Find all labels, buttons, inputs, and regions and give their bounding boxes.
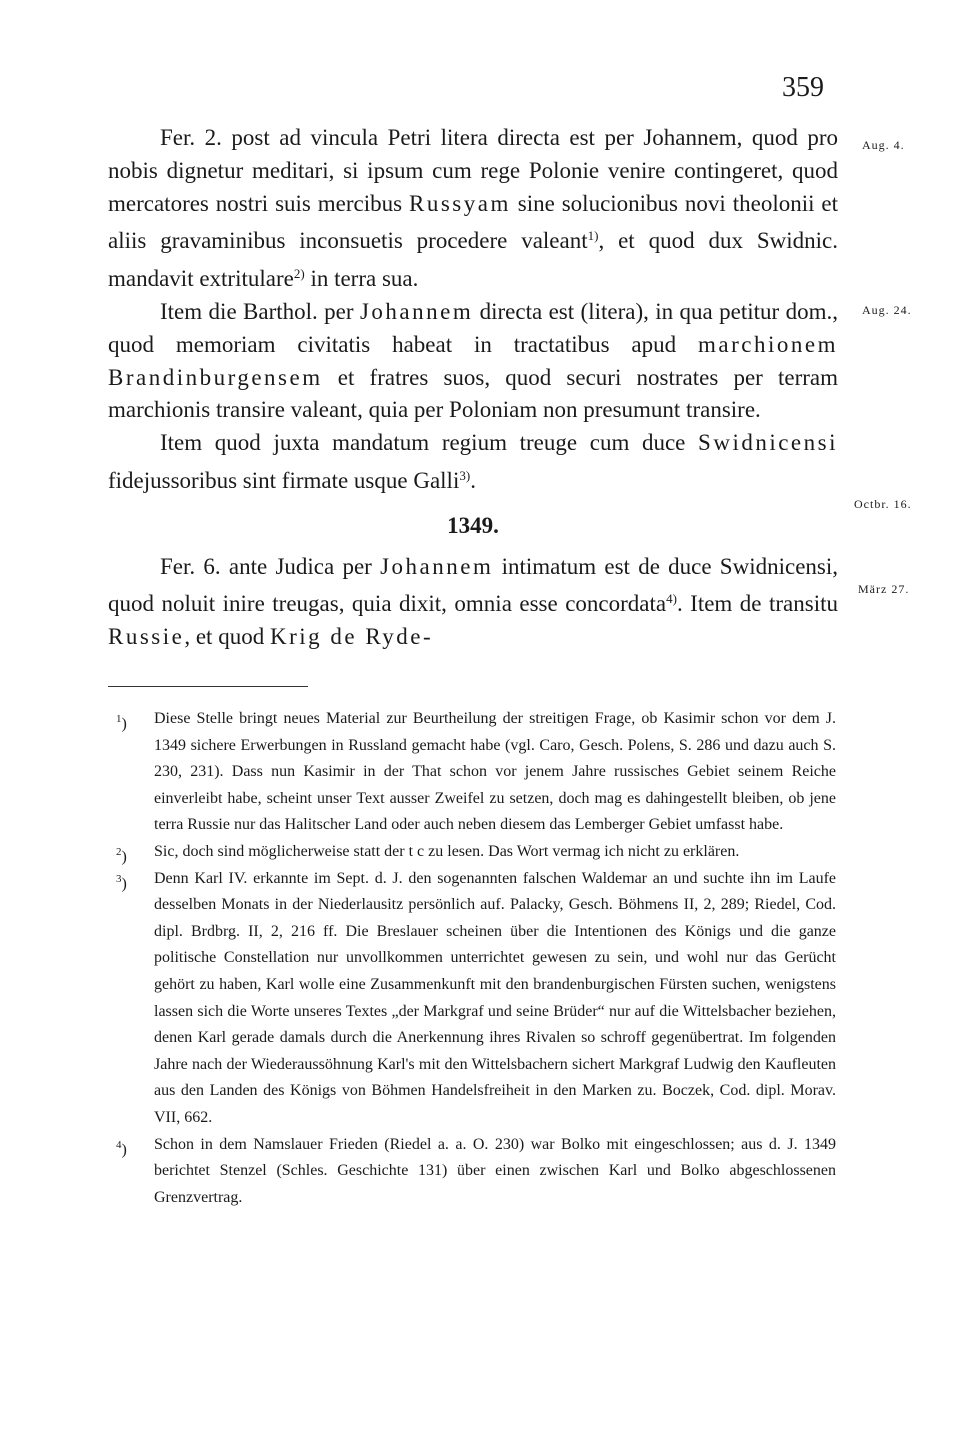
paragraph-1 bbox=[108, 122, 838, 296]
footnote-number: 2 bbox=[116, 845, 122, 858]
footnote-marker: $^2$) bbox=[116, 845, 127, 866]
text-run: Fer. 6. ante Judica per bbox=[160, 553, 381, 579]
margin-note-aug-24: Aug. 24. bbox=[862, 303, 912, 317]
text-run: et fratres suos, quod securi nostrates per terram marchionis transire valeant, quia per Poloniam non presumunt transire. bbox=[108, 364, 838, 423]
spaced-name: Krig de Ryde- bbox=[269, 624, 434, 650]
text-run: , et quod dux Swidnic. mandavit extritulare bbox=[108, 228, 838, 292]
footnote-text: Denn Karl IV. erkannte im Sept. d. J. den sogenannten falschen Waldemar an und suchte ihn im Laufe desselben Monats in der Niederlausitz persönlich auf. Palacky, Gesch. Böhmens II, 2, 289; Riedel, Cod. dipl. Brdbrg. II, 2, 216 ff. Die Breslauer scheinen über die Intentionen des Königs und die ganze politische Constellation nur unvollkommen unterrichtet gewesen zu sein, und wohl nur das Gerücht gehört zu haben, Karl wolle eine Zusammenkunft mit den brandenburgischen Fürsten suchen, wenigstens lassen sich die Worte unseres Textes „der Markgraf und seine Brüder“ nur auf die Wittelsbacher beziehen, denen Karl gerade damals durch die Anerkennung ihres Rivalen so schroff gegenübertrat. Im folgenden Jahre nach der Wiederaussöhnung Karl's mit den Wittelsbachern sichert Markgraf Ludwig den Kaufleuten aus den Landen des Königs von Böhmen Handelsfreiheit in den Marken zu. Boczek, Cod. dipl. Morav. VII, 662. bbox=[154, 869, 836, 1126]
footnote-1 bbox=[104, 706, 836, 839]
footnote-number: 4 bbox=[116, 1138, 122, 1151]
text-run: in terra sua. bbox=[304, 266, 419, 292]
spaced-name: Russyam bbox=[409, 190, 511, 216]
footnote-marker: $^4$) bbox=[116, 1138, 127, 1158]
footnote-4 bbox=[104, 1132, 836, 1212]
margin-note-octbr-16: Octbr. 16. bbox=[854, 497, 912, 511]
text-run: , et quod bbox=[184, 624, 270, 650]
text-run: . Item de transitu bbox=[676, 591, 838, 617]
spaced-name: marchionem Brandinburgensem bbox=[108, 331, 838, 390]
spaced-name: Russie bbox=[108, 624, 185, 650]
year-heading: 1349. bbox=[447, 512, 499, 538]
paragraph-2 bbox=[108, 296, 838, 427]
paragraph-4 bbox=[108, 551, 838, 654]
text-run: Fer. 2. post ad vincula Petri litera directa est per Johannem, quod pro nobis dignetur meditari, si ipsum cum rege Polonie venire contingeret, quod mercatores nostri suis mercibus bbox=[108, 125, 838, 216]
footnotes bbox=[104, 706, 836, 1211]
footnote-ref-3: 3) bbox=[459, 467, 471, 483]
footnote-separator bbox=[108, 686, 308, 687]
footnote-marker: $^3$) bbox=[116, 872, 127, 892]
footnote-text: Diese Stelle bringt neues Material zur Beurtheilung der streitigen Frage, ob Kasimir schon vor dem J. 1349 sichere Erwerbungen in Russland gemacht habe (vgl. Caro, Gesch. Polens, S. 286 und dazu auch S. 230, 231). Dass nun Kasimir in der That schon vor jenem Jahre russisches Gebiet seinem Reiche einverleibt habe, scheint unser Text ausser Zweifel zu setzen, doch mag es dahingestellt bleiben, ob jene terra Russie nur das Halitscher Land oder auch neben diesem das Lemberger Gebiet umfasst habe. bbox=[154, 710, 836, 834]
spaced-name: Johannem bbox=[380, 553, 494, 579]
text-run: Item quod juxta mandatum regium treuge cum duce bbox=[160, 430, 699, 456]
text-run: directa est (litera), in qua petitur dom., quod memoriam civitatis habeat in tractatibus apud bbox=[108, 298, 838, 357]
footnote-ref-1: 1) bbox=[587, 228, 599, 244]
text-run: sine solucionibus novi theolonii et aliis gravaminibus inconsuetis procedere valeant bbox=[108, 190, 838, 254]
margin-note-aug-4: Aug. 4. bbox=[862, 138, 905, 152]
page-number: 359 bbox=[782, 72, 824, 103]
margin-note-maerz-27: März 27. bbox=[858, 582, 910, 596]
footnote-marker: $^1$) bbox=[116, 713, 127, 733]
footnote-2 bbox=[104, 839, 836, 866]
spaced-name: Swidnicensi bbox=[698, 430, 838, 456]
text-run: fidejussoribus sint firmate usque Galli bbox=[108, 467, 460, 493]
footnote-number: 1 bbox=[116, 713, 122, 725]
footnote-ref-2: 2) bbox=[293, 266, 305, 282]
text-run: intimatum est de duce Swidnicensi, quod noluit inire treugas, quia dixit, omnia esse concordata bbox=[108, 553, 838, 617]
text-run: Item die Barthol. per bbox=[160, 298, 360, 324]
footnote-text: Sic, doch sind möglicherweise statt der t c zu lesen. Das Wort vermag ich nicht zu erklären. bbox=[154, 842, 740, 860]
footnote-text: Schon in dem Namslauer Frieden (Riedel a. a. O. 230) war Bolko mit eingeschlossen; aus d. J. 1349 berichtet Stenzel (Schles. Geschichte 131) über einen zwischen Karl und Bolko abgeschlossenen Grenzvertrag. bbox=[154, 1135, 836, 1206]
spaced-name: Johannem bbox=[359, 298, 474, 324]
footnote-3 bbox=[104, 866, 836, 1132]
main-text bbox=[108, 122, 838, 654]
paragraph-3 bbox=[108, 427, 838, 498]
text-run: . bbox=[470, 467, 476, 493]
footnote-ref-4: 4) bbox=[666, 591, 677, 607]
footnote-number: 3 bbox=[116, 872, 122, 885]
